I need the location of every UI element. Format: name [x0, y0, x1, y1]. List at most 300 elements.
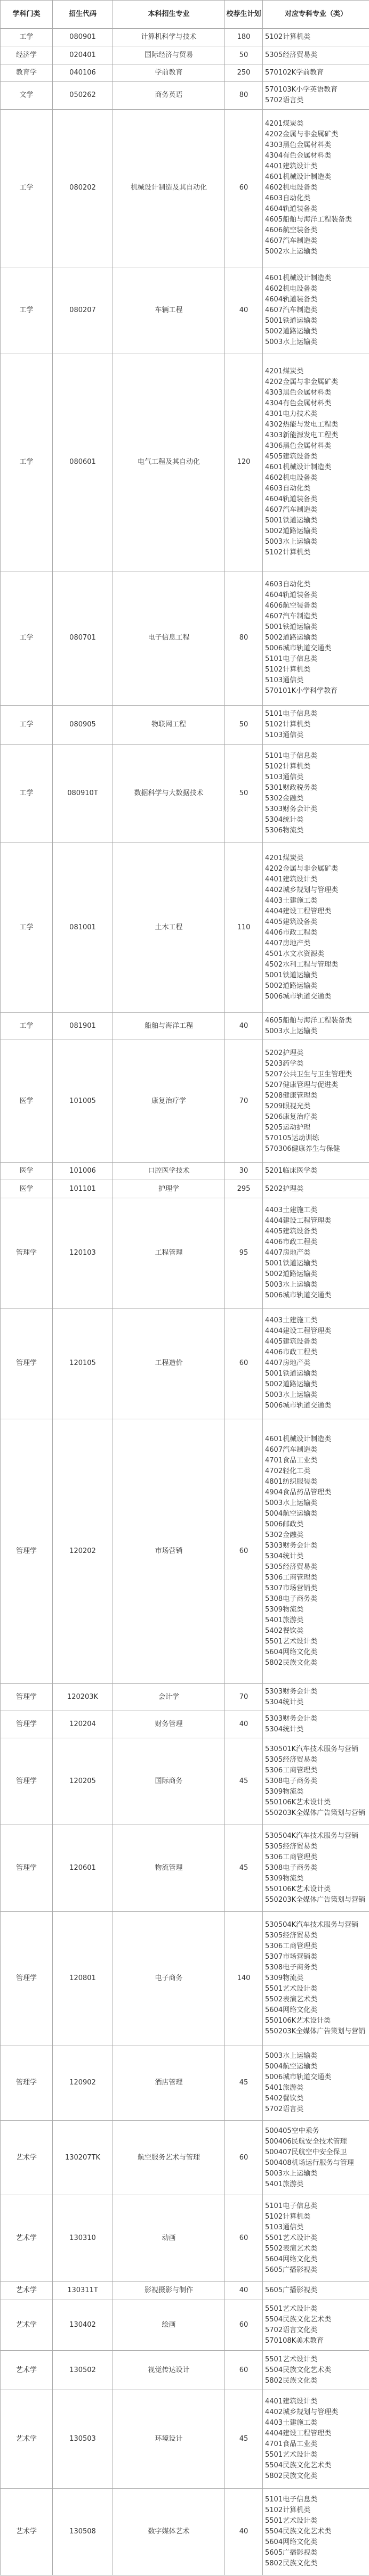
specialty-cell	[263, 1738, 369, 1825]
specialty-item: 4604轨道装备类	[265, 205, 318, 214]
specialty-item: 4201煤炭类	[265, 854, 304, 863]
specialty-item: 4403土建施工类	[265, 1316, 318, 1325]
specialty-cell	[263, 1040, 369, 1163]
specialty-item: 5004航空运输类	[265, 2063, 318, 2071]
specialty-item: 5305经济贸易类	[265, 1932, 318, 1940]
major-cell: 绘画	[113, 2300, 225, 2351]
specialty-cell	[263, 354, 369, 571]
specialty-item: 5504民族文化艺术类	[265, 2461, 332, 2470]
category-cell: 管理学	[1, 1711, 53, 1738]
code-cell: 020401	[53, 46, 113, 64]
specialty-item: 5004航空运输类	[265, 1509, 318, 1518]
specialty-item: 4603自动化类	[265, 194, 311, 203]
specialty-item: 5102计算机类	[265, 763, 311, 771]
specialty-item: 5304统计类	[265, 1698, 304, 1706]
plan-cell: 80	[225, 571, 263, 705]
specialty-item: 500405空中乘务	[265, 2127, 319, 2135]
table-row	[1, 1683, 369, 1711]
specialty-item: 5305经济贸易类	[265, 1756, 318, 1764]
plan-cell: 60	[225, 2351, 263, 2390]
table-row	[1, 1911, 369, 2046]
category-cell: 艺术学	[1, 2300, 53, 2351]
major-cell: 康复治疗学	[113, 1040, 225, 1163]
specialty-item: 4505建筑设备类	[265, 453, 318, 461]
code-cell: 040106	[53, 64, 113, 81]
specialty-item: 530501K汽车技术服务与营销	[265, 1745, 359, 1754]
major-cell: 机械设计制造及其自动化	[113, 109, 225, 267]
category-cell: 经济学	[1, 46, 53, 64]
specialty-cell	[263, 1013, 369, 1040]
table-row	[1, 843, 369, 1013]
category-cell: 管理学	[1, 2046, 53, 2120]
specialty-item: 5301财政税务类	[265, 784, 318, 792]
specialty-cell	[263, 2282, 369, 2300]
specialty-item: 5101电子信息类	[265, 752, 318, 760]
plan-cell: 70	[225, 1040, 263, 1163]
code-cell: 130502	[53, 2351, 113, 2390]
plan-cell: 50	[225, 745, 263, 843]
plan-cell: 40	[225, 2282, 263, 2300]
specialty-item: 4407房地产类	[265, 1249, 311, 1257]
specialty-item: 5604网络文化类	[265, 1648, 318, 1656]
specialty-cell	[263, 64, 369, 81]
specialty-item: 5308电子商务类	[265, 1863, 318, 1872]
specialty-item: 5002道路运输类	[265, 327, 318, 336]
specialty-cell	[263, 1825, 369, 1911]
specialty-item: 5504民族文化艺术类	[265, 2366, 332, 2374]
specialty-item: 5304统计类	[265, 1552, 304, 1560]
specialty-item: 4603自动化类	[265, 580, 311, 589]
specialty-item: 4303黑色金属材料类	[265, 141, 332, 150]
specialty-cell	[263, 2195, 369, 2282]
specialty-item: 5207公共卫生与卫生管理类	[265, 1070, 352, 1078]
specialty-item: 4601机械设计制造类	[265, 1435, 332, 1443]
code-cell: 080202	[53, 109, 113, 267]
specialty-cell	[263, 745, 369, 843]
category-cell: 工学	[1, 267, 53, 354]
plan-cell: 40	[225, 1711, 263, 1738]
specialty-cell	[263, 843, 369, 1013]
specialty-item: 4202金属与非金属矿类	[265, 865, 339, 873]
specialty-item: 5501艺术设计类	[265, 2516, 318, 2525]
specialty-item: 4606航空装备类	[265, 226, 318, 235]
major-cell: 国际商务	[113, 1738, 225, 1825]
category-cell: 医学	[1, 1162, 53, 1180]
table-row	[1, 29, 369, 46]
specialty-item: 5101电子信息类	[265, 655, 318, 664]
specialty-item: 4403土建施工类	[265, 1206, 318, 1214]
specialty-cell	[263, 1309, 369, 1419]
code-cell: 130207TK	[53, 2120, 113, 2195]
specialty-item: 4605船舶与海洋工程装备类	[265, 1017, 352, 1025]
specialty-item: 5304统计类	[265, 816, 304, 824]
major-cell: 环境设计	[113, 2390, 225, 2489]
specialty-item: 5309物流类	[265, 1788, 304, 1796]
major-cell: 工程造价	[113, 1309, 225, 1419]
specialty-item: 4302热能与发电工程类	[265, 421, 339, 429]
specialty-item: 5102计算机类	[265, 549, 311, 557]
major-cell: 影视摄影与制作	[113, 2282, 225, 2300]
plan-cell: 45	[225, 2046, 263, 2120]
specialty-item: 5308电子商务类	[265, 1964, 318, 1972]
specialty-item: 5103通信类	[265, 676, 304, 685]
specialty-item: 4404建设工程管理类	[265, 1327, 332, 1336]
plan-cell: 40	[225, 1013, 263, 1040]
specialty-item: 5501艺术设计类	[265, 1985, 318, 1993]
specialty-item: 550203K全媒体广告策划与营销	[265, 2027, 366, 2036]
major-cell: 物流管理	[113, 1825, 225, 1911]
category-cell: 管理学	[1, 1683, 53, 1711]
code-cell: 120204	[53, 1711, 113, 1738]
specialty-item: 570105运动训练	[265, 1134, 319, 1142]
specialty-item: 4606航空装备类	[265, 602, 318, 610]
table-row	[1, 1180, 369, 1198]
code-cell: 080601	[53, 354, 113, 571]
specialty-item: 4607汽车制造类	[265, 506, 318, 514]
specialty-item: 4604轨道装备类	[265, 591, 318, 600]
plan-cell: 40	[225, 267, 263, 354]
table-row	[1, 1711, 369, 1738]
specialty-item: 5605广播影视类	[265, 2548, 318, 2557]
specialty-item: 4604轨道装备类	[265, 495, 318, 504]
category-cell: 工学	[1, 843, 53, 1013]
category-cell: 工学	[1, 745, 53, 843]
category-cell: 工学	[1, 29, 53, 46]
category-cell: 医学	[1, 1180, 53, 1198]
major-cell: 会计学	[113, 1683, 225, 1711]
specialty-item: 5501艺术设计类	[265, 2305, 318, 2313]
major-cell: 财务管理	[113, 1711, 225, 1738]
specialty-item: 4601机械设计制造类	[265, 173, 332, 182]
specialty-cell	[263, 267, 369, 354]
major-cell: 学前教育	[113, 64, 225, 81]
specialty-item: 5604网络文化类	[265, 2255, 318, 2264]
specialty-item: 5802民族文化类	[265, 2376, 318, 2385]
specialty-item: 5002道路运输类	[265, 982, 318, 991]
specialty-item: 530504K汽车技术服务与营销	[265, 1921, 359, 1929]
code-cell: 120801	[53, 1911, 113, 2046]
specialty-item: 5303财务会计类	[265, 805, 318, 814]
specialty-item: 5604网络文化类	[265, 2006, 318, 2015]
specialty-item: 4406市政工程类	[265, 1238, 318, 1246]
specialty-item: 4303新能源发电工程类	[265, 431, 339, 440]
specialty-item: 570101K小学科学教育	[265, 687, 338, 696]
specialty-item: 4304有色金属材料类	[265, 399, 332, 408]
specialty-item: 5006邮政类	[265, 1520, 304, 1528]
plan-cell: 295	[225, 1180, 263, 1198]
specialty-item: 4405建筑设备类	[265, 918, 318, 927]
specialty-cell	[263, 1683, 369, 1711]
major-cell: 车辆工程	[113, 267, 225, 354]
specialty-item: 4202金属与非金属矿类	[265, 130, 339, 139]
specialty-item: 5003水上运输类	[265, 2169, 318, 2178]
table-row	[1, 2489, 369, 2575]
specialty-cell	[263, 1180, 369, 1198]
specialty-cell	[263, 2390, 369, 2489]
specialty-item: 5001铁道运输类	[265, 623, 318, 632]
major-cell: 口腔医学技术	[113, 1162, 225, 1180]
specialty-item: 5303财务会计类	[265, 1687, 318, 1696]
specialty-item: 5802民族文化类	[265, 2472, 318, 2481]
specialty-item: 5306工商管理类	[265, 1942, 318, 1951]
specialty-cell	[263, 46, 369, 64]
table-row	[1, 2120, 369, 2195]
specialty-item: 4201煤炭类	[265, 120, 304, 128]
major-cell: 商务英语	[113, 82, 225, 109]
specialty-item: 4405建筑设备类	[265, 1338, 318, 1346]
code-cell: 080901	[53, 29, 113, 46]
code-cell: 081901	[53, 1013, 113, 1040]
specialty-item: 5006城市轨道交通类	[265, 1291, 332, 1299]
major-cell: 电气工程及其自动化	[113, 354, 225, 571]
table-row	[1, 2300, 369, 2351]
major-cell: 物联网工程	[113, 705, 225, 745]
code-cell: 120902	[53, 2046, 113, 2120]
specialty-cell	[263, 29, 369, 46]
header-major: 本科招生专业	[113, 1, 225, 29]
table-row	[1, 1040, 369, 1163]
specialty-item: 5003水上运输类	[265, 538, 318, 546]
specialty-item: 5209眼视光类	[265, 1102, 311, 1110]
code-cell: 080910T	[53, 745, 113, 843]
plan-cell: 120	[225, 354, 263, 571]
specialty-item: 5305经济贸易类	[265, 51, 318, 59]
table-row	[1, 745, 369, 843]
specialty-item: 5504民族文化艺术类	[265, 2527, 332, 2536]
major-cell: 动画	[113, 2195, 225, 2282]
major-cell: 国际经济与贸易	[113, 46, 225, 64]
category-cell: 艺术学	[1, 2195, 53, 2282]
specialty-item: 4403土建施工类	[265, 897, 318, 905]
specialty-item: 4607汽车制造类	[265, 612, 318, 621]
table-row	[1, 2282, 369, 2300]
major-cell: 电子信息工程	[113, 571, 225, 705]
specialty-item: 5306工商管理类	[265, 1767, 318, 1775]
specialty-item: 5006城市轨道交通类	[265, 993, 332, 1001]
specialty-cell	[263, 705, 369, 745]
specialty-item: 5201临床医学类	[265, 1167, 318, 1175]
table-row	[1, 1738, 369, 1825]
specialty-item: 5702语言文化类	[265, 2326, 318, 2335]
specialty-cell	[263, 2120, 369, 2195]
code-cell: 130508	[53, 2489, 113, 2575]
specialty-item: 5002道路运输类	[265, 527, 318, 536]
category-cell: 艺术学	[1, 2120, 53, 2195]
specialty-item: 4401建筑设计类	[265, 876, 318, 884]
specialty-item: 5002道路运输类	[265, 1380, 318, 1389]
specialty-item: 5103通信类	[265, 773, 304, 782]
specialty-item: 5502表演艺术类	[265, 1996, 318, 2004]
specialty-item: 5102计算机类	[265, 2506, 311, 2514]
plan-cell: 60	[225, 2300, 263, 2351]
specialty-item: 4602机电设备类	[265, 184, 318, 192]
specialty-item: 5308电子商务类	[265, 1777, 318, 1786]
specialty-item: 570108K美术教育	[265, 2337, 324, 2345]
specialty-item: 5003水上运输类	[265, 1391, 318, 1400]
specialty-item: 570103K小学英语教育	[265, 86, 338, 94]
category-cell: 工学	[1, 571, 53, 705]
plan-cell: 60	[225, 2195, 263, 2282]
plan-cell: 250	[225, 64, 263, 81]
code-cell: 120103	[53, 1198, 113, 1308]
specialty-item: 5102计算机类	[265, 2213, 311, 2221]
category-cell: 管理学	[1, 1825, 53, 1911]
specialty-item: 5304统计类	[265, 1725, 304, 1734]
code-cell: 120203K	[53, 1683, 113, 1711]
plan-cell: 140	[225, 1911, 263, 2046]
code-cell: 080701	[53, 571, 113, 705]
specialty-item: 4402城乡规划与管理类	[265, 2408, 339, 2417]
specialty-item: 4904食品药品管理类	[265, 1488, 332, 1496]
specialty-cell	[263, 1711, 369, 1738]
specialty-item: 4404建设工程管理类	[265, 2430, 332, 2438]
specialty-item: 5308电子商务类	[265, 1594, 318, 1603]
specialty-item: 5303财务会计类	[265, 1541, 318, 1550]
specialty-item: 550106K艺术设计类	[265, 2017, 331, 2025]
specialty-item: 5003水上运输类	[265, 338, 318, 346]
specialty-item: 4607汽车制造类	[265, 306, 318, 314]
specialty-item: 4601机械设计制造类	[265, 274, 332, 282]
code-cell: 130311T	[53, 2282, 113, 2300]
specialty-item: 5102计算机类	[265, 33, 311, 42]
major-cell: 计算机科学与技术	[113, 29, 225, 46]
code-cell: 050262	[53, 82, 113, 109]
specialty-item: 500408机场运行服务与管理	[265, 2158, 354, 2167]
major-cell: 数据科学与大数据技术	[113, 745, 225, 843]
table-row	[1, 2195, 369, 2282]
specialty-item: 5501艺术设计类	[265, 2451, 318, 2459]
category-cell: 工学	[1, 705, 53, 745]
specialty-item: 4501水文水资源类	[265, 950, 325, 959]
specialty-item: 5305经济贸易类	[265, 1842, 318, 1851]
specialty-item: 5001铁道运输类	[265, 316, 318, 325]
specialty-item: 5102计算机类	[265, 720, 311, 729]
specialty-item: 4607汽车制造类	[265, 1445, 318, 1454]
specialty-item: 5101电子信息类	[265, 2202, 318, 2211]
category-cell: 文学	[1, 82, 53, 109]
category-cell: 艺术学	[1, 2390, 53, 2489]
specialty-item: 5206康复治疗类	[265, 1113, 318, 1121]
specialty-cell	[263, 1911, 369, 2046]
specialty-item: 5802民族文化类	[265, 1658, 318, 1667]
specialty-item: 5001铁道运输类	[265, 1370, 318, 1378]
specialty-item: 5401旅游类	[265, 2180, 304, 2188]
code-cell: 080905	[53, 705, 113, 745]
major-cell: 电子商务	[113, 1911, 225, 2046]
specialty-item: 4403土建施工类	[265, 2419, 318, 2427]
specialty-item: 5402餐饮类	[265, 1626, 304, 1635]
plan-cell: 80	[225, 82, 263, 109]
code-cell: 120202	[53, 1419, 113, 1683]
header-category: 学科门类	[1, 1, 53, 29]
specialty-item: 5102计算机类	[265, 666, 311, 674]
specialty-item: 5401旅游类	[265, 1616, 304, 1624]
plan-cell: 45	[225, 2390, 263, 2489]
plan-cell: 180	[225, 29, 263, 46]
specialty-item: 4406市政工程类	[265, 929, 318, 937]
major-cell: 土木工程	[113, 843, 225, 1013]
plan-cell: 60	[225, 1419, 263, 1683]
plan-cell: 50	[225, 46, 263, 64]
specialty-item: 4604轨道装备类	[265, 295, 318, 304]
specialty-item: 4605船舶与海洋工程装备类	[265, 216, 352, 224]
specialty-item: 5306工商管理类	[265, 1573, 318, 1582]
major-cell: 数字媒体艺术	[113, 2489, 225, 2575]
specialty-item: 5802民族文化类	[265, 2559, 318, 2567]
plan-cell: 60	[225, 1309, 263, 1419]
specialty-item: 5401旅游类	[265, 2084, 304, 2092]
specialty-cell	[263, 1419, 369, 1683]
specialty-cell	[263, 571, 369, 705]
specialty-item: 550106K艺术设计类	[265, 1885, 331, 1893]
specialty-item: 4404建设工程管理类	[265, 1217, 332, 1225]
specialty-item: 5001铁道运输类	[265, 971, 318, 980]
specialty-item: 4402城乡规划与管理类	[265, 886, 339, 895]
specialty-item: 4701食品工业类	[265, 1456, 318, 1465]
specialty-cell	[263, 109, 369, 267]
specialty-item: 4407房地产类	[265, 939, 311, 948]
major-cell: 市场营销	[113, 1419, 225, 1683]
table-row	[1, 46, 369, 64]
specialty-item: 5306工商管理类	[265, 1853, 318, 1861]
specialty-item: 4401建筑设计类	[265, 162, 318, 171]
header-code: 招生代码	[53, 1, 113, 29]
specialty-item: 5402餐饮类	[265, 2095, 304, 2103]
table-row	[1, 1198, 369, 1308]
specialty-item: 4602机电设备类	[265, 284, 318, 293]
specialty-item: 5003水上运输类	[265, 1499, 318, 1507]
category-cell: 管理学	[1, 1198, 53, 1308]
major-cell: 船舶与海洋工程	[113, 1013, 225, 1040]
plan-cell: 45	[225, 1738, 263, 1825]
plan-cell: 60	[225, 109, 263, 267]
major-cell: 视觉传达设计	[113, 2351, 225, 2390]
code-cell: 130310	[53, 2195, 113, 2282]
specialty-cell	[263, 2300, 369, 2351]
code-cell: 101005	[53, 1040, 113, 1163]
specialty-item: 5306物流类	[265, 827, 304, 835]
specialty-item: 5309物流类	[265, 1874, 304, 1883]
table-row	[1, 2351, 369, 2390]
category-cell: 艺术学	[1, 2282, 53, 2300]
specialty-item: 500407民航空中安全保卫	[265, 2148, 347, 2156]
specialty-item: 5305经济贸易类	[265, 1563, 318, 1571]
specialty-item: 530504K汽车技术服务与营销	[265, 1831, 359, 1840]
category-cell: 管理学	[1, 1911, 53, 2046]
plan-cell: 70	[225, 1683, 263, 1711]
specialty-item: 4405建筑设备类	[265, 1228, 318, 1236]
plan-cell: 40	[225, 2489, 263, 2575]
category-cell: 管理学	[1, 1738, 53, 1825]
specialty-item: 5605广播影视类	[265, 2266, 318, 2275]
specialty-cell	[263, 2489, 369, 2575]
specialty-item: 5502表演艺术类	[265, 2245, 318, 2253]
specialty-item: 5208健康管理类	[265, 1091, 318, 1100]
specialty-item: 4607汽车制造类	[265, 237, 318, 246]
specialty-item: 5003水上运输类	[265, 1281, 318, 1289]
major-cell: 工程管理	[113, 1198, 225, 1308]
specialty-item: 5303财务会计类	[265, 1715, 318, 1723]
specialty-item: 5207健康管理与促进类	[265, 1081, 339, 1089]
specialty-item: 5604网络文化类	[265, 2538, 318, 2546]
specialty-item: 5309物流类	[265, 1974, 304, 1983]
code-cell: 081001	[53, 843, 113, 1013]
specialty-item: 5202护理类	[265, 1049, 304, 1057]
specialty-item: 4502水利工程与管理类	[265, 961, 339, 969]
category-cell: 教育学	[1, 64, 53, 81]
specialty-item: 550106K艺术设计类	[265, 1798, 331, 1807]
specialty-item: 4304有色金属材料类	[265, 152, 332, 160]
